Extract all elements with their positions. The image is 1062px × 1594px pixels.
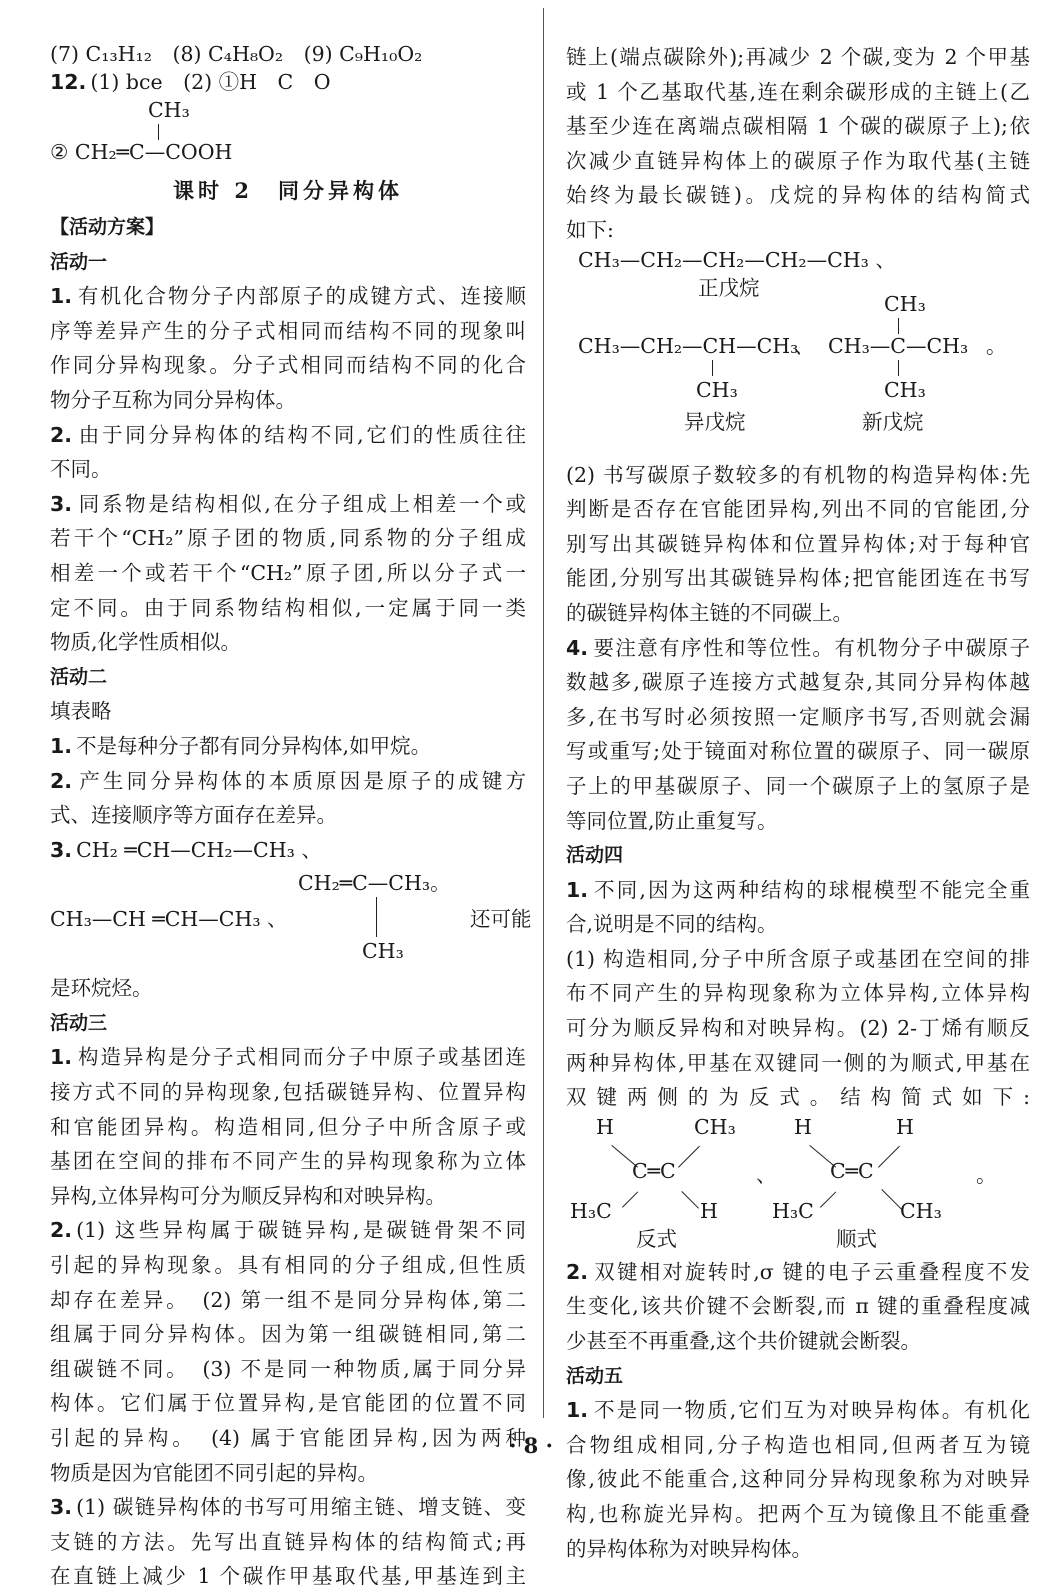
section-title: 课时 2 同分异构体 [173, 178, 403, 203]
n-pentane-label: 正戊烷 [698, 275, 760, 300]
text-line [50, 314, 526, 349]
line-text: 在直链上减少 1 个碳作甲基取代基,甲基连到主 [50, 1564, 526, 1589]
item-number: 4. [566, 635, 589, 660]
n-pentane-formula: CH₃—CH₂—CH₂—CH₂—CH₃ 、 [578, 247, 896, 272]
text-line [566, 942, 1030, 977]
text-line [50, 798, 526, 833]
text-line [50, 556, 526, 591]
trans-label: 反式 [636, 1226, 677, 1251]
line-text: 异构,立体异构可分为顺反异构和对映异构。 [50, 1183, 447, 1208]
text-line [566, 976, 1030, 1011]
item-number: 3. [50, 491, 73, 516]
cis-label: 顺式 [836, 1226, 877, 1251]
item-number: 3. [50, 1495, 73, 1520]
line-text: 构造异构是分子式相同而分子中原子或基团连 [76, 1045, 526, 1070]
text-line [566, 458, 1030, 493]
text-line [566, 907, 1030, 942]
line-text: 布不同产生的异构现象称为立体异构,立体异构 [566, 981, 1030, 1006]
section-heading: 活动二 [50, 665, 108, 688]
text-line [50, 591, 526, 626]
line-text: 要注意有序性和等位性。有机物分子中碳原子 [592, 635, 1030, 660]
line-text: (1) 构造相同,分子中所含原子或基团在空间的排 [566, 946, 1030, 971]
2-butene-cis-trans-structure [566, 1115, 1030, 1255]
line-text: 写或重写;处于镜面对称位置的碳原子、同一碳原 [566, 739, 1030, 764]
line-text: 是环烷烃。 [50, 976, 153, 1001]
line-text: 能团,分别写出其碳链异构体;把官能团连在书写 [566, 566, 1030, 591]
line-text: 如下: [566, 217, 614, 242]
text-line [50, 1248, 526, 1283]
text-line [566, 1289, 1030, 1324]
text-line [50, 1075, 526, 1110]
period: 。 [986, 333, 1007, 358]
text-line [50, 1525, 526, 1560]
bond [898, 318, 899, 334]
text-line [566, 769, 1030, 804]
bond [681, 1191, 699, 1209]
line-text: 却存在差异。 (2) 第一组不是同分异构体,第二 [50, 1287, 526, 1312]
isopentane-label: 异戊烷 [684, 409, 746, 434]
line-text: 合,说明是不同的结构。 [566, 912, 778, 937]
text-line [566, 144, 1030, 179]
text-line [50, 279, 526, 314]
line-text: 不同,因为这两种结构的球棍模型不能完全重 [592, 877, 1030, 902]
double-bond: C═C [830, 1158, 874, 1183]
separator: 、 [794, 333, 815, 358]
line-text: 引起的异构现象。具有相同的分子组成,但性质 [50, 1253, 526, 1278]
methyl-group: CH₃ [694, 1114, 736, 1139]
line-text: (7) C₁₃H₁₂ (8) C₄H₈O₂ (9) C₉H₁₀O₂ [50, 42, 423, 66]
text-line [50, 1283, 526, 1318]
h-atom: H [794, 1114, 812, 1139]
line-text: 组属于同分异构体。因为第一组碳链相同,第二 [50, 1322, 526, 1347]
left-column [50, 40, 532, 1594]
line-text: 构,也称旋光异构。把两个互为镜像且不能重叠 [566, 1502, 1030, 1526]
bond [712, 360, 713, 376]
line-text: 和官能团异构。构造相同,但分子中所含原子或 [50, 1114, 526, 1139]
text-line [50, 625, 526, 660]
line-text: 或 1 个乙基取代基,连在剩余碳形成的主链上(乙 [566, 79, 1030, 104]
text-line [50, 521, 526, 556]
text-line [50, 1179, 526, 1214]
formula: ② CH₂═C—COOH [50, 140, 233, 164]
note-text: 还可能 [470, 907, 532, 932]
line-text: 填表略 [50, 699, 112, 724]
text-line [566, 1393, 1030, 1428]
text-line [50, 487, 526, 522]
text-line [566, 527, 1030, 562]
item-number: 1. [50, 1045, 73, 1070]
2-butene-formula: CH₃—CH ═CH—CH₃ 、 [50, 907, 288, 932]
section-heading: 活动一 [50, 250, 108, 273]
text-line [566, 665, 1030, 700]
line-text: 判断是否存在官能团异构,列出不同的官能团,分 [566, 497, 1030, 522]
neopentane-label: 新戊烷 [862, 409, 924, 434]
line-text: 合物组成相同,分子构造也相同,但两者互为镜 [566, 1432, 1030, 1457]
line-text: 别写出其碳链异构体和位置异构体;对于每种官 [566, 531, 1030, 556]
line-text: 引起的异构。 (4) 属于官能团异构,因为两种 [50, 1426, 526, 1450]
line-text: 少甚至不再重叠,这个共价键就会断裂。 [566, 1329, 922, 1354]
methyl-group: CH₃ [884, 377, 926, 402]
text-line [566, 75, 1030, 110]
line-text: (1) 这些异构属于碳链异构,是碳链骨架不同 [76, 1218, 526, 1243]
line-text: 链上(端点碳除外);再减少 2 个碳,变为 2 个甲基 [566, 45, 1030, 69]
line-text: 基至少连在离端点碳相隔 1 个碳的碳原子上);依 [566, 114, 1030, 139]
line-text: 的异构体称为对映异构体。 [566, 1536, 812, 1561]
text-line [566, 1080, 1030, 1115]
text-line [50, 1110, 526, 1145]
double-bond: C═C [632, 1158, 676, 1183]
section-heading: 活动四 [566, 844, 624, 867]
line-text: 接方式不同的异构现象,包括碳链异构、位置异构 [50, 1080, 526, 1105]
text-line [566, 109, 1030, 144]
text-line [50, 40, 526, 68]
line-text: 可分为顺反异构和对映异构。(2) 2-丁烯有顺反 [566, 1016, 1030, 1041]
text-line [566, 213, 1030, 248]
line-text: (1) bce (2) ①H C O [90, 70, 331, 94]
text-line [50, 1317, 526, 1352]
methacrylic-acid-structure [50, 96, 526, 172]
h-atom: H [596, 1114, 614, 1139]
line-text: (2) 书写碳原子数较多的有机物的构造异构体:先 [566, 462, 1030, 487]
line-text: 像,彼此不能重合,这种同分异构现象称为对映异 [566, 1467, 1030, 1492]
text-line [566, 596, 1030, 631]
text-line [50, 764, 526, 799]
pentane-isomers-structure [566, 248, 1030, 458]
line-text: 数越多,碳原子连接方式越复杂,其同分异构体越 [566, 670, 1030, 695]
line-text: 基团在空间的排布不同产生的异构现象称为立体 [50, 1149, 526, 1174]
text-line [50, 1456, 526, 1491]
item-number: 1. [50, 284, 73, 309]
text-line [566, 1046, 1030, 1081]
line-text: 物质,化学性质相似。 [50, 630, 242, 655]
line-text: 物分子互称为同分异构体。 [50, 387, 296, 412]
text-line [566, 1462, 1030, 1497]
text-line [566, 804, 1030, 839]
item-number: 2. [50, 1218, 73, 1243]
bond [898, 360, 899, 376]
text-line [50, 971, 526, 1006]
line-text: 物质是因为官能团不同引起的异构。 [50, 1460, 378, 1485]
bond [678, 1146, 700, 1168]
line-text: 产生同分异构体的本质原因是原子的成键方 [76, 768, 526, 793]
text-line [566, 734, 1030, 769]
text-line [566, 1497, 1030, 1532]
section-heading: 活动五 [566, 1364, 624, 1387]
text-line [50, 1352, 526, 1387]
text-line [566, 492, 1030, 527]
item-number: 2. [50, 768, 73, 793]
text-line [50, 1144, 526, 1179]
text-line [566, 1255, 1030, 1290]
methyl-group: CH₃ [148, 98, 190, 122]
text-line [50, 452, 526, 487]
line-text: 不是同一物质,它们互为对映异构体。有机化 [592, 1398, 1030, 1423]
item-number: 12. [50, 70, 87, 94]
text-line [566, 700, 1030, 735]
text-line [50, 383, 526, 418]
line-text: CH₂ ═CH—CH₂—CH₃ 、 [76, 837, 322, 862]
item-number: 1. [50, 733, 73, 758]
text-line [50, 418, 526, 453]
bond [622, 1191, 638, 1207]
line-text: 等同位置,防止重复写。 [566, 808, 778, 833]
section-heading: 【活动方案】 [50, 216, 165, 238]
line-text: 若干个“CH₂”原子团的物质,同系物的分子组成 [50, 526, 526, 551]
right-column [566, 40, 1030, 1566]
methyl-group: CH₃ [362, 939, 404, 964]
text-line [50, 1213, 526, 1248]
bond [820, 1191, 836, 1207]
line-text: 有机化合物分子内部原子的成键方式、连接顺 [76, 284, 526, 309]
line-text: 定不同。由于同系物结构相似,一定属于同一类 [50, 595, 526, 620]
bond [158, 124, 159, 140]
line-text: 多,在书写时必须按照一定顺序书写,否则就会漏 [566, 704, 1030, 729]
methyl-group: H₃C [772, 1198, 814, 1223]
line-text: 同系物是结构相似,在分子组成上相差一个或 [76, 491, 526, 516]
line-text: 由于同分异构体的结构不同,它们的性质往往 [76, 422, 526, 447]
butene-isomers-structure [50, 867, 532, 971]
h-atom: H [700, 1198, 718, 1223]
line-text: 不是每种分子都有同分异构体,如甲烷。 [76, 733, 432, 758]
bond [878, 1146, 900, 1168]
line-text: 组碳链不同。 (3) 不是同一种物质,属于同分异 [50, 1356, 526, 1381]
separator: 、 [756, 1162, 777, 1187]
isopentane-formula: CH₃—CH₂—CH—CH₃ [578, 333, 799, 358]
text-line [50, 1559, 526, 1594]
line-text: 次减少直链异构体上的碳原子作为取代基(主链 [566, 148, 1030, 173]
text-line [50, 694, 526, 729]
line-text: 相差一个或若干个“CH₂”原子团,所以分子式一 [50, 560, 526, 585]
line-text: 始终为最长碳链)。戊烷的异构体的结构简式 [566, 183, 1030, 208]
item-number: 2. [566, 1259, 589, 1284]
methyl-group: H₃C [570, 1198, 612, 1223]
section-heading: 活动三 [50, 1011, 108, 1034]
text-line [50, 833, 526, 868]
neopentane-formula: CH₃—C—CH₃ [828, 333, 969, 358]
text-line [566, 561, 1030, 596]
item-number: 2. [50, 422, 73, 447]
methyl-group: CH₃ [884, 291, 926, 316]
line-text: 式、连接顺序等方面存在差异。 [50, 803, 337, 828]
line-text: 序等差异产生的分子式相同而结构不同的现象叫 [50, 318, 526, 343]
text-line [50, 1490, 526, 1525]
line-text: 的碳链异构体主链的不同碳上。 [566, 600, 853, 625]
text-line [566, 631, 1030, 666]
methyl-group: CH₃ [696, 377, 738, 402]
line-text: 双键两侧的为反式。结构简式如下: [566, 1085, 1030, 1110]
line-text: (1) 碳链异构体的书写可用缩主链、增支链、变 [76, 1495, 526, 1520]
line-text: 支链的方法。先写出直链异构体的结构简式;再 [50, 1529, 526, 1554]
text-line [566, 1011, 1030, 1046]
item-number: 3. [50, 837, 73, 862]
text-line [566, 873, 1030, 908]
item-number: 1. [566, 877, 589, 902]
line-text: 生变化,该共价键不会断裂,而 π 键的重叠程度减 [566, 1294, 1030, 1319]
text-line [566, 40, 1030, 75]
text-line [566, 1324, 1030, 1359]
line-text: 构体。它们属于位置异构,是官能团的位置不同 [50, 1391, 526, 1416]
text-line [50, 1386, 526, 1421]
line-text: 两种异构体,甲基在双键同一侧的为顺式,甲基在 [566, 1050, 1030, 1075]
bond [376, 897, 377, 937]
page-number: · 8 · [509, 1433, 553, 1458]
text-line [566, 178, 1030, 213]
line-text: 子上的甲基碳原子、同一个碳原子上的氢原子是 [566, 773, 1030, 798]
line-text: 作同分异构现象。分子式相同而结构不同的化合 [50, 353, 526, 378]
methyl-group: CH₃ [900, 1198, 942, 1223]
text-line [50, 1040, 526, 1075]
isobutene-formula: CH₂═C—CH₃。 [298, 871, 451, 896]
h-atom: H [896, 1114, 914, 1139]
text-line [50, 68, 526, 96]
item-number: 1. [566, 1398, 589, 1423]
line-text: 双键相对旋转时,σ 键的电子云重叠程度不发 [592, 1259, 1030, 1284]
text-line [50, 348, 526, 383]
period: 。 [976, 1162, 997, 1187]
text-line [566, 1532, 1030, 1567]
column-divider [543, 8, 544, 1418]
text-line [50, 729, 526, 764]
line-text: 不同。 [50, 457, 112, 482]
